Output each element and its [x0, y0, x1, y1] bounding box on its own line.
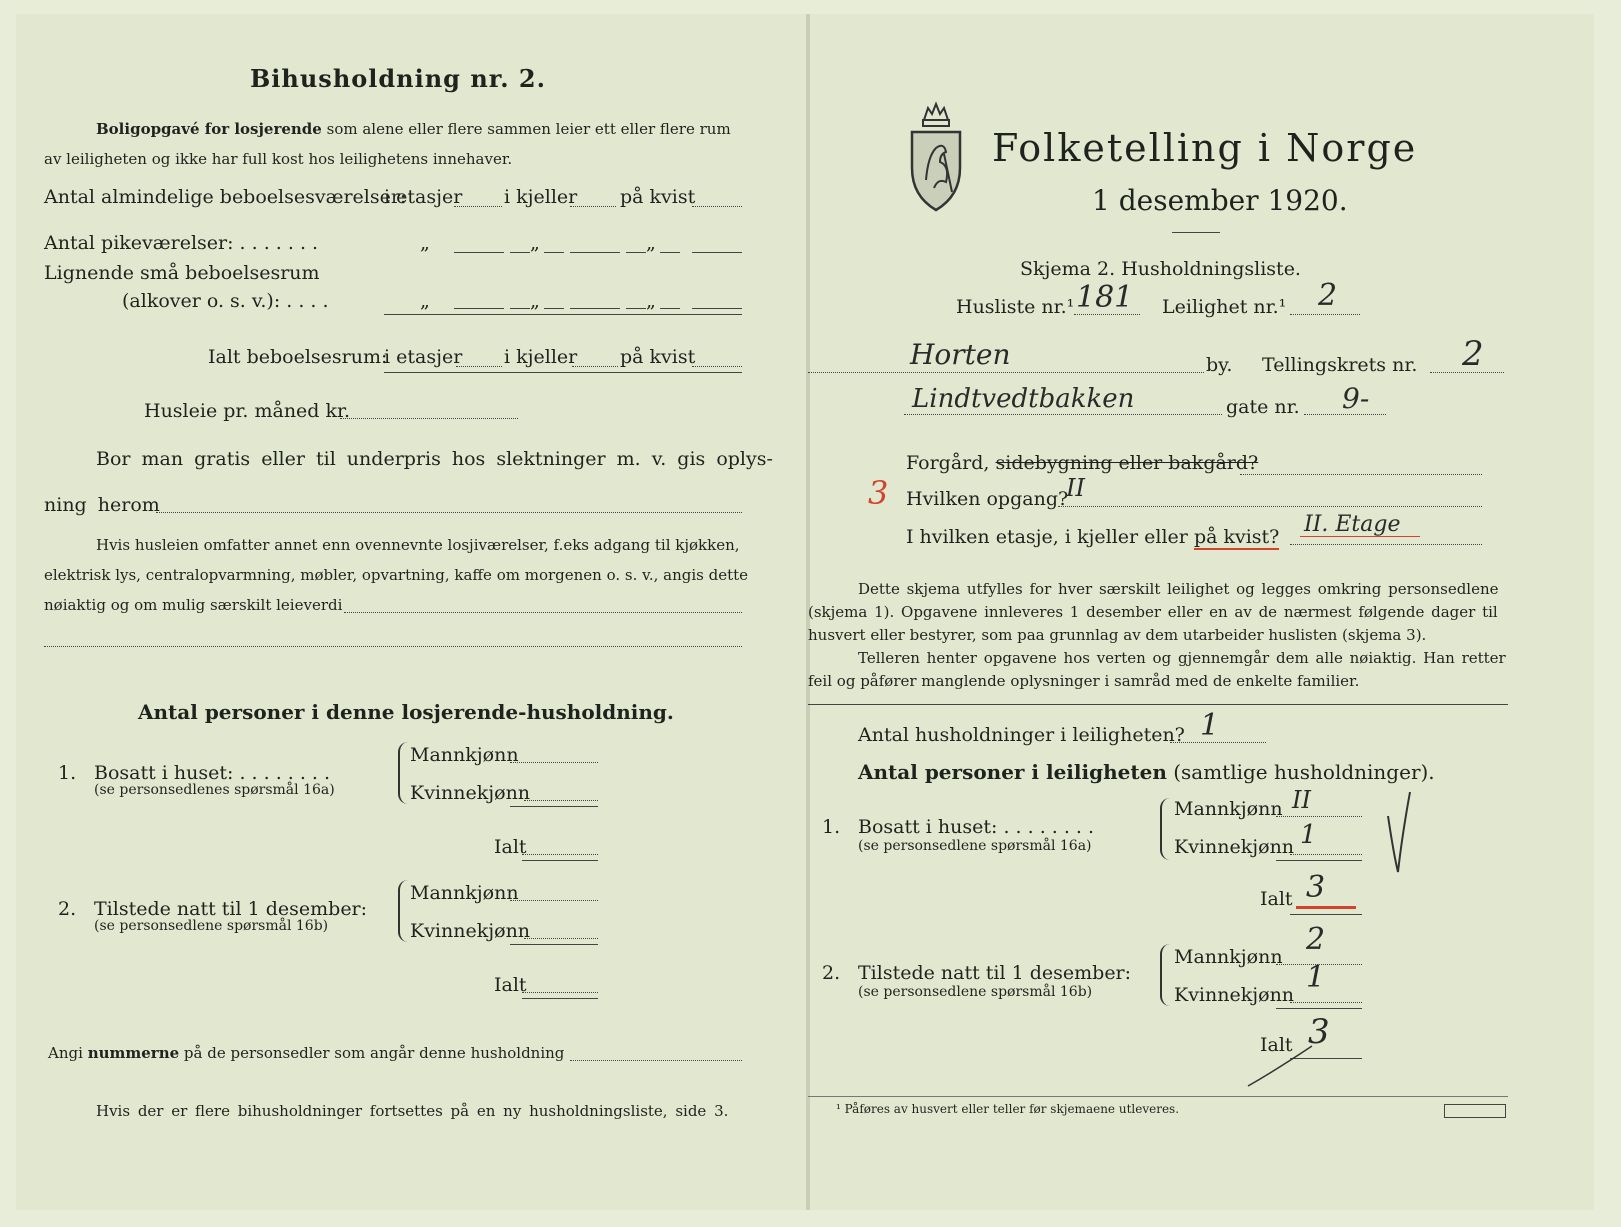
- alkover-ditto-3: „: [646, 290, 656, 312]
- right-q1-ialt-rule: [1290, 914, 1362, 915]
- left-q1-note: (se personsedlenes spørsmål 16a): [94, 782, 335, 798]
- bor-line2: ning herom: [44, 494, 160, 516]
- ialt-rum-label: Ialt beboelsesrum:: [208, 346, 388, 368]
- gate-label: gate nr.: [1226, 396, 1300, 418]
- ialt-kvist-field[interactable]: [692, 366, 742, 367]
- krets-field[interactable]: [1430, 372, 1504, 373]
- right-q1-mann-field[interactable]: [1276, 816, 1362, 817]
- right-q1-brace: [1160, 798, 1170, 860]
- left-q1-label: Bosatt i huset: . . . . . . . .: [94, 762, 331, 784]
- forgard-field[interactable]: [1240, 474, 1482, 475]
- right-persons-heading: [858, 760, 1435, 784]
- left-q1-num: 1.: [58, 762, 77, 784]
- left-q1-kvinne-field[interactable]: [524, 800, 598, 801]
- census-date: 1 desember 1920.: [1092, 184, 1348, 217]
- left-q2-mann-label: Mannkjønn: [410, 882, 519, 904]
- right-q1-sum-rule: [1276, 860, 1362, 861]
- alkover-sum-rule: [384, 314, 742, 315]
- left-q2-ialt-rule: [522, 998, 598, 999]
- hvis-line1: Hvis husleien omfatter annet enn ovennevnte losjiværelser, f.eks adgang til kjøkken,: [96, 536, 740, 554]
- pike-kjeller-field[interactable]: [570, 252, 620, 253]
- left-q2-label: Tilstede natt til 1 desember:: [94, 898, 368, 920]
- ialt-etasjer-label: i etasjer: [384, 346, 463, 368]
- etasje-label-kvist: på kvist?: [1193, 526, 1280, 548]
- right-q1-kvinne-label: Kvinnekjønn: [1174, 836, 1295, 858]
- left-q2-sum-rule: [510, 944, 598, 945]
- gate-nr-field[interactable]: [1304, 414, 1386, 415]
- right-q1-mann-label: Mannkjønn: [1174, 798, 1283, 820]
- opgang-field[interactable]: [1058, 506, 1482, 507]
- right-persons-heading-rest: (samtlige husholdninger).: [1173, 760, 1435, 784]
- gate-value: Lindtvedtbakken: [912, 384, 1135, 414]
- hvis-line3: nøiaktig og om mulig særskilt leieverdi: [44, 596, 343, 614]
- leieverdi-field-2[interactable]: [44, 646, 742, 647]
- right-q2-label: Tilstede natt til 1 desember:: [858, 962, 1132, 984]
- by-label: by.: [1206, 354, 1233, 376]
- right-q1-ialt-label: Ialt: [1260, 888, 1293, 910]
- left-q1-ialt-rule: [522, 860, 598, 861]
- left-q2-kvinne-label: Kvinnekjønn: [410, 920, 531, 942]
- krets-label: Tellingskrets nr.: [1262, 354, 1418, 376]
- forgard-label: [906, 452, 1258, 474]
- left-q1-mann-field[interactable]: [510, 762, 598, 763]
- left-q2-note: (se personsedlene spørsmål 16b): [94, 918, 329, 934]
- left-persons-heading: Antal personer i denne losjerende-husholdning.: [138, 700, 674, 724]
- footnote-rule: [808, 1096, 1508, 1097]
- antal-hush-value: 1: [1200, 708, 1220, 743]
- title-rule: [1172, 232, 1220, 233]
- pike-dash-1: [510, 252, 530, 253]
- skjema-label: Skjema 2. Husholdningsliste.: [1020, 258, 1301, 280]
- right-q2-sum-rule: [1276, 1008, 1362, 1009]
- rooms-kvist-field[interactable]: [692, 206, 742, 207]
- alkover-dash-1: [510, 308, 530, 309]
- rooms-etasjer-label: i etasjer: [384, 186, 463, 208]
- hvis-line2: elektrisk lys, centralopvarmning, møbler, opvartning, kaffe om morgenen o. s. v., angis dette: [44, 566, 749, 584]
- instructions-line4: Telleren henter opgavene hos verten og gjennemgår dem alle nøiaktig. Han retter: [858, 649, 1506, 667]
- right-q1-mann-value: II: [1292, 786, 1311, 814]
- instructions-line3: husvert eller bestyrer, som paa grunnlag av dem utarbeider huslisten (skjema 3).: [808, 626, 1427, 644]
- left-title: Bihusholdning nr. 2.: [250, 64, 546, 93]
- ialt-pencil-stroke: [1246, 1040, 1316, 1090]
- alkover-kvist-field[interactable]: [692, 308, 742, 309]
- left-q1-ialt-field[interactable]: [522, 854, 598, 855]
- antal-hush-field[interactable]: [1170, 742, 1266, 743]
- left-q1-ialt-label: Ialt: [494, 836, 527, 858]
- right-title: Folketelling i Norge: [992, 126, 1418, 170]
- krets-value: 2: [1462, 334, 1484, 374]
- husliste-label: Husliste nr.¹: [956, 296, 1075, 318]
- right-q1-note: (se personsedlene spørsmål 16a): [858, 838, 1092, 854]
- intro-line2: av leiligheten og ikke har full kost hos leilighetens innehaver.: [44, 150, 513, 168]
- by-value: Horten: [910, 338, 1011, 371]
- husliste-value: 181: [1076, 280, 1134, 315]
- angi-bold: nummerne: [87, 1044, 180, 1062]
- left-q1-brace: [398, 742, 408, 804]
- alkover-ditto-2: „: [530, 290, 540, 312]
- angi-rest: på de personsedler som angår denne husholdning: [183, 1044, 565, 1062]
- opgang-label: Hvilken opgang?: [906, 488, 1069, 510]
- etasje-red-stroke: [1300, 536, 1420, 537]
- pike-dash-4: [660, 252, 680, 253]
- etasje-label-pre: I hvilken etasje, i kjeller eller: [906, 526, 1188, 548]
- pike-label: Antal pikeværelser: . . . . . . .: [44, 232, 319, 254]
- alkover-ditto: „: [420, 290, 430, 312]
- printer-stamp: [1444, 1104, 1506, 1118]
- alkover-dash-4: [660, 308, 680, 309]
- right-q1-kvinne-value: 1: [1300, 820, 1317, 850]
- instructions-line1: Dette skjema utfylles for hver særskilt leilighet og legges omkring personsedlene: [858, 580, 1499, 598]
- ialt-kjeller-field[interactable]: [572, 366, 618, 367]
- right-q2-note: (se personsedlene spørsmål 16b): [858, 984, 1093, 1000]
- antal-hush-label: Antal husholdninger i leiligheten?: [858, 724, 1185, 746]
- instructions-rule: [808, 704, 1508, 705]
- etasje-field[interactable]: [1290, 544, 1482, 545]
- rooms-label: Antal almindelige beboelsesværelser:: [44, 186, 407, 208]
- pike-etasjer-field[interactable]: [454, 252, 504, 253]
- instructions-line5: feil og påfører manglende oplysninger i samråd med de enkelte familier.: [808, 672, 1360, 690]
- by-field[interactable]: [808, 372, 1204, 373]
- right-q2-mann-value: 2: [1306, 922, 1326, 957]
- leilighet-field[interactable]: [1290, 314, 1360, 315]
- ialt-kvist-label: på kvist: [620, 346, 696, 368]
- opgang-red-mark: 3: [868, 474, 889, 512]
- ialt-etasjer-field[interactable]: [456, 366, 502, 367]
- check-mark-icon: [1384, 786, 1414, 876]
- left-q2-num: 2.: [58, 898, 77, 920]
- leilighet-value: 2: [1318, 278, 1338, 313]
- right-q1-kvinne-field[interactable]: [1290, 854, 1362, 855]
- forgard-text: Forgård,: [906, 452, 990, 474]
- intro-line1: [96, 120, 731, 138]
- pike-ditto: „: [420, 232, 430, 254]
- forgard-struck-text: sidebygning eller bakgård?: [995, 452, 1259, 474]
- right-q2-kvinne-label: Kvinnekjønn: [1174, 984, 1295, 1006]
- pike-kvist-field[interactable]: [692, 252, 742, 253]
- angi-field[interactable]: [570, 1060, 742, 1061]
- husleie-label: Husleie pr. måned kr.: [144, 400, 351, 422]
- right-q2-ialt-label: Ialt: [1260, 1034, 1293, 1056]
- leilighet-label: Leilighet nr.¹: [1162, 296, 1287, 318]
- alkover-dash-3: [626, 308, 646, 309]
- rooms-etasjer-field[interactable]: [454, 206, 502, 207]
- left-q1-mann-label: Mannkjønn: [410, 744, 519, 766]
- right-q2-num: 2.: [822, 962, 841, 984]
- left-q2-ialt-field[interactable]: [522, 992, 598, 993]
- pike-dash-3: [626, 252, 646, 253]
- angi-pre: Angi: [48, 1044, 83, 1062]
- left-q1-sum-rule: [510, 806, 598, 807]
- rooms-kjeller-field[interactable]: [570, 206, 616, 207]
- right-q1-num: 1.: [822, 816, 841, 838]
- left-q2-ialt-label: Ialt: [494, 974, 527, 996]
- alkover-kjeller-field[interactable]: [570, 308, 620, 309]
- intro-bold: Boligopgavé for losjerende: [96, 120, 322, 138]
- left-q2-mann-field[interactable]: [510, 900, 598, 901]
- gate-field[interactable]: [904, 414, 1222, 415]
- etasje-label: [906, 526, 1279, 548]
- right-q1-label: Bosatt i huset: . . . . . . . .: [858, 816, 1095, 838]
- angi-line: [48, 1044, 564, 1062]
- alkover-label: (alkover o. s. v.): . . . .: [122, 290, 329, 312]
- footnote: ¹ Påføres av husvert eller teller før skjemaene utleveres.: [836, 1102, 1180, 1116]
- pike-ditto-3: „: [646, 232, 656, 254]
- left-q1-kvinne-label: Kvinnekjønn: [410, 782, 531, 804]
- alkover-dash-2: [544, 308, 564, 309]
- right-q2-kvinne-value: 1: [1306, 960, 1326, 995]
- left-q2-brace: [398, 880, 408, 942]
- lign-label: Lignende små beboelsesrum: [44, 262, 320, 284]
- husleie-field[interactable]: [340, 418, 518, 419]
- left-q2-kvinne-field[interactable]: [524, 938, 598, 939]
- intro-rest: som alene eller flere sammen leier ett eller flere rum: [326, 120, 731, 138]
- norway-coat-of-arms-icon: [906, 96, 966, 214]
- gate-nr-value: 9-: [1342, 382, 1370, 415]
- right-q1-ialt-red-stroke: [1296, 906, 1356, 909]
- ialt-kjeller-label: i kjeller: [504, 346, 578, 368]
- etasje-value: II. Etage: [1304, 512, 1401, 537]
- right-q2-brace: [1160, 944, 1170, 1006]
- alkover-etasjer-field[interactable]: [454, 308, 504, 309]
- right-q1-ialt-value: 3: [1306, 870, 1326, 905]
- instructions-line2: (skjema 1). Opgavene innleveres 1 desember eller en av de nærmest følgende dager til: [808, 603, 1498, 621]
- bor-line1: Bor man gratis eller til underpris hos slektninger m. v. gis oplys-: [96, 448, 773, 470]
- pike-dash-2: [544, 252, 564, 253]
- leieverdi-field[interactable]: [344, 612, 742, 613]
- opgang-value: II: [1066, 474, 1085, 502]
- bor-field[interactable]: [156, 512, 742, 513]
- rooms-kvist-label: på kvist: [620, 186, 696, 208]
- rooms-kjeller-label: i kjeller: [504, 186, 578, 208]
- left-footer: Hvis der er flere bihusholdninger fortsettes på en ny husholdningsliste, side 3.: [96, 1102, 729, 1120]
- pike-ditto-2: „: [530, 232, 540, 254]
- husliste-field[interactable]: [1074, 314, 1140, 315]
- right-q2-mann-label: Mannkjønn: [1174, 946, 1283, 968]
- right-q2-ialt-value: 3: [1308, 1012, 1330, 1052]
- ialt-underline: [384, 372, 742, 373]
- right-q2-kvinne-field[interactable]: [1290, 1002, 1362, 1003]
- right-persons-heading-bold: Antal personer i leiligheten: [858, 760, 1167, 784]
